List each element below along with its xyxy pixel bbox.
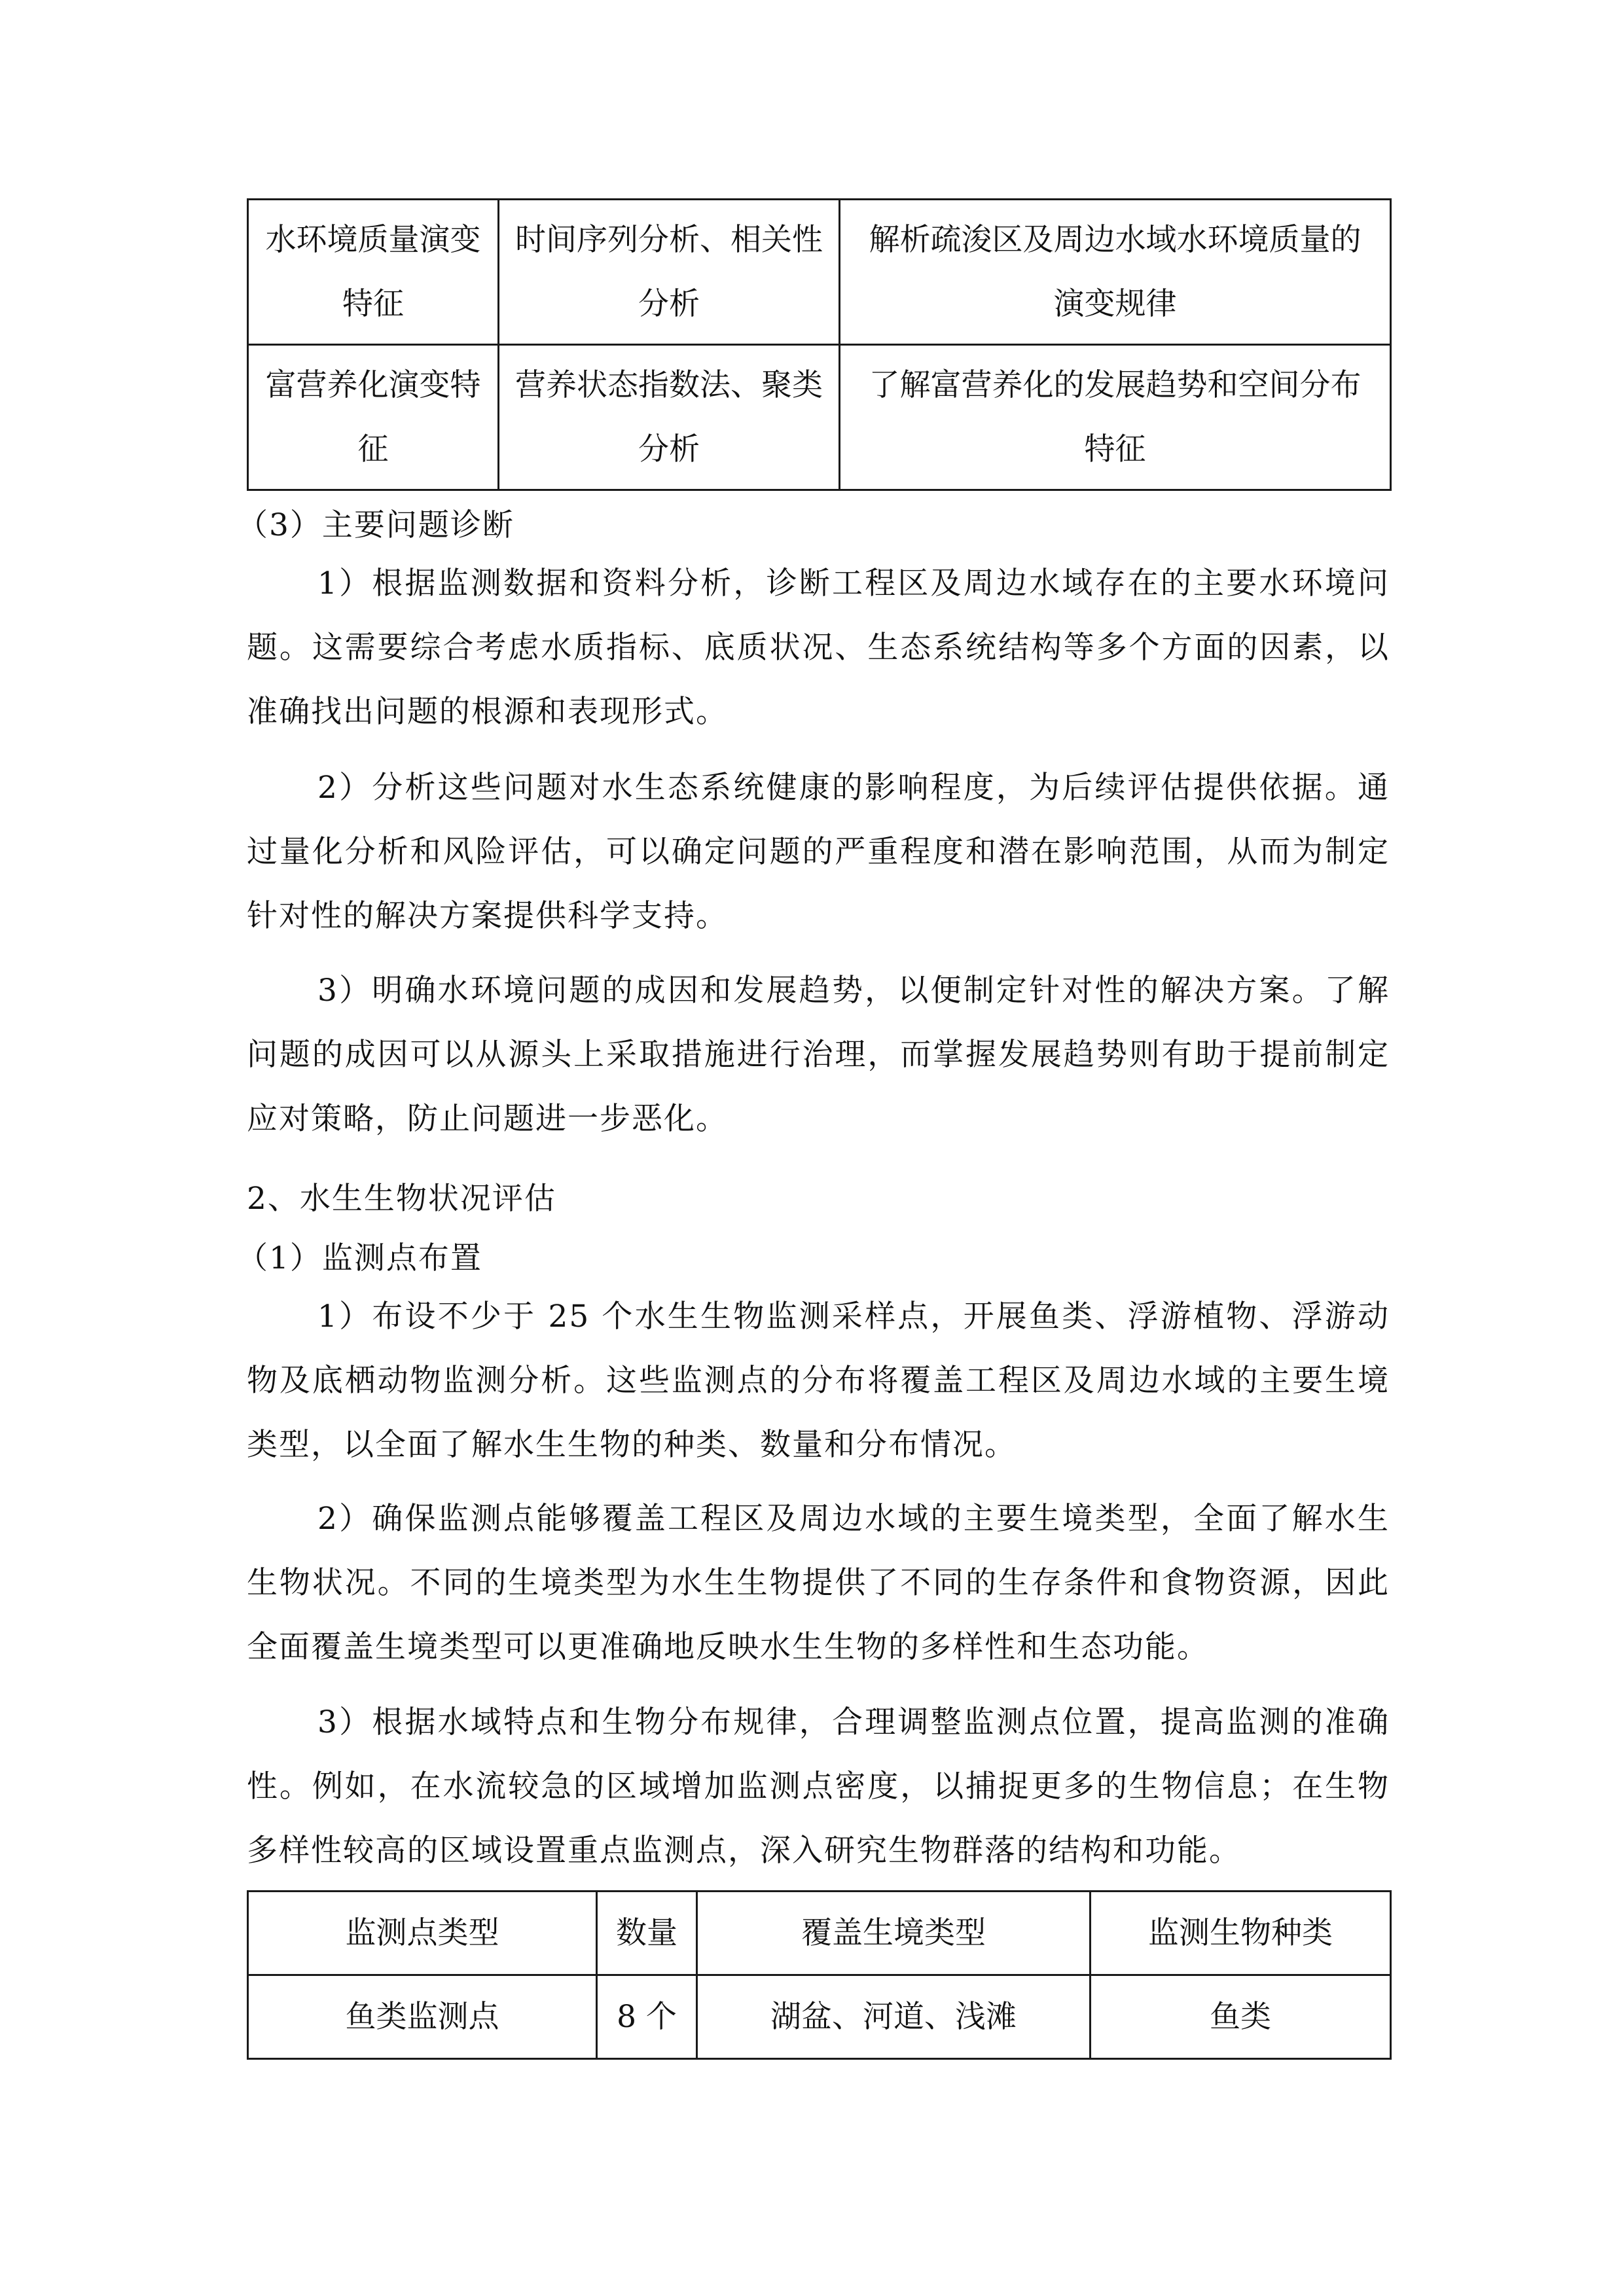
section-heading-aquatic-biology: 2、水生生物状况评估 xyxy=(247,1181,556,1217)
monitoring-points-table xyxy=(247,1890,1392,2060)
table-cell: 时间序列分析、相关性 分析 xyxy=(499,200,840,345)
table-cell: 鱼类 xyxy=(1091,1975,1391,2059)
table-cell: 鱼类监测点 xyxy=(248,1975,597,2059)
paragraph: 2）确保监测点能够覆盖工程区及周边水域的主要生境类型，全面了解水生生物状况。不同的生境类型为水生生物提供了不同的生存条件和食物资源，因此全面覆盖生境类型可以更准确地反映水生生物的多样性和生态功能。 xyxy=(247,1501,1390,1665)
table-header-cell: 监测生物种类 xyxy=(1091,1892,1391,1975)
paragraph: 3）明确水环境问题的成因和发展趋势，以便制定针对性的解决方案。了解问题的成因可以从源头上采取措施进行治理，而掌握发展趋势则有助于提前制定应对策略，防止问题进一步恶化。 xyxy=(247,973,1390,1137)
paragraph: 2）分析这些问题对水生态系统健康的影响程度，为后续评估提供依据。通过量化分析和风险评估，可以确定问题的严重程度和潜在影响范围，从而为制定针对性的解决方案提供科学支持。 xyxy=(247,770,1390,934)
analysis-methods-table xyxy=(247,198,1392,491)
table-cell: 富营养化演变特 征 xyxy=(248,345,499,490)
table-header-cell: 数量 xyxy=(597,1892,697,1975)
table-cell: 水环境质量演变 特征 xyxy=(248,200,499,345)
table-row xyxy=(248,1975,1391,2059)
table-header-cell: 覆盖生境类型 xyxy=(697,1892,1091,1975)
section-heading-problem-diagnosis: （3）主要问题诊断 xyxy=(237,507,514,543)
table-cell: 解析疏浚区及周边水域水环境质量的 演变规律 xyxy=(840,200,1391,345)
table-header-row xyxy=(248,1892,1391,1975)
table-cell: 了解富营养化的发展趋势和空间分布 特征 xyxy=(840,345,1391,490)
paragraph: 1）布设不少于 25 个水生生物监测采样点，开展鱼类、浮游植物、浮游动物及底栖动物监测分析。这些监测点的分布将覆盖工程区及周边水域的主要生境类型，以全面了解水生生物的种类、数量和分布情况。 xyxy=(247,1299,1390,1463)
table-cell: 8 个 xyxy=(597,1975,697,2059)
subheading-monitoring-points: （1）监测点布置 xyxy=(237,1240,482,1276)
paragraph: 3）根据水域特点和生物分布规律，合理调整监测点位置，提高监测的准确性。例如，在水流较急的区域增加监测点密度，以捕捉更多的生物信息；在生物多样性较高的区域设置重点监测点，深入研究生物群落的结构和功能。 xyxy=(247,1704,1390,1869)
table-cell: 湖盆、河道、浅滩 xyxy=(697,1975,1091,2059)
table-row xyxy=(248,345,1391,490)
paragraph: 1）根据监测数据和资料分析，诊断工程区及周边水域存在的主要水环境问题。这需要综合考虑水质指标、底质状况、生态系统结构等多个方面的因素，以准确找出问题的根源和表现形式。 xyxy=(247,565,1390,730)
table-row xyxy=(248,200,1391,345)
table-cell: 营养状态指数法、聚类 分析 xyxy=(499,345,840,490)
table-header-cell: 监测点类型 xyxy=(248,1892,597,1975)
